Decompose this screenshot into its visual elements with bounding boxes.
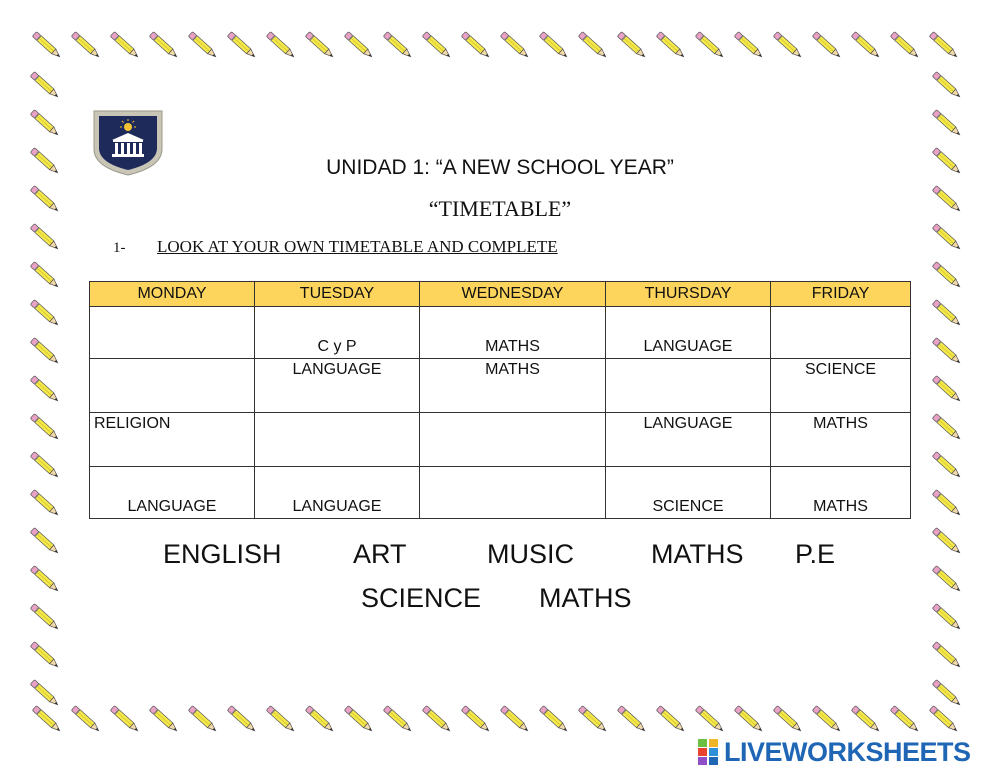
pencil-icon — [266, 706, 296, 734]
pencil-icon — [932, 604, 962, 632]
word-bank-item[interactable]: ENGLISH — [163, 539, 282, 569]
pencil-icon — [500, 32, 530, 60]
pencil-icon — [932, 300, 962, 328]
pencil-icon — [30, 224, 60, 252]
pencil-icon — [30, 338, 60, 366]
timetable-cell[interactable]: MATHS — [771, 467, 911, 519]
pencil-icon — [71, 706, 101, 734]
pencil-icon — [932, 490, 962, 518]
pencil-icon — [932, 528, 962, 556]
pencil-icon — [578, 32, 608, 60]
pencil-icon — [461, 32, 491, 60]
pencil-icon — [656, 706, 686, 734]
pencil-icon — [851, 32, 881, 60]
table-row — [90, 359, 911, 413]
pencil-icon — [30, 262, 60, 290]
pencil-icon — [30, 680, 60, 708]
day-header-thursday: THURSDAY — [606, 282, 771, 307]
timetable — [89, 281, 911, 519]
pencil-icon — [851, 706, 881, 734]
pencil-icon — [773, 32, 803, 60]
timetable-cell[interactable]: MATHS — [420, 359, 606, 413]
pencil-icon — [149, 32, 179, 60]
day-header-wednesday: WEDNESDAY — [420, 282, 606, 307]
timetable-cell[interactable]: LANGUAGE — [606, 413, 771, 467]
timetable-cell[interactable]: MATHS — [771, 413, 911, 467]
pencil-icon — [383, 706, 413, 734]
pencil-icon — [617, 706, 647, 734]
day-header-tuesday: TUESDAY — [255, 282, 420, 307]
pencil-icon — [932, 262, 962, 290]
liveworksheets-logo-icon — [697, 738, 721, 766]
instruction-text: LOOK AT YOUR OWN TIMETABLE AND COMPLETE — [157, 237, 558, 256]
pencil-icon — [422, 706, 452, 734]
pencil-icon — [890, 32, 920, 60]
liveworksheets-logo[interactable] — [697, 735, 971, 769]
pencil-icon — [383, 32, 413, 60]
timetable-cell[interactable]: LANGUAGE — [606, 307, 771, 359]
pencil-icon — [30, 642, 60, 670]
pencil-icon — [305, 706, 335, 734]
pencil-icon — [110, 706, 140, 734]
word-bank-item[interactable]: ART — [353, 539, 407, 569]
liveworksheets-logo-text: LIVEWORKSHEETS — [724, 736, 971, 767]
pencil-icon — [344, 706, 374, 734]
pencil-icon — [30, 414, 60, 442]
pencil-icon — [656, 32, 686, 60]
timetable-cell[interactable]: SCIENCE — [606, 467, 771, 519]
timetable-cell[interactable]: SCIENCE — [771, 359, 911, 413]
timetable-cell[interactable]: LANGUAGE — [255, 359, 420, 413]
timetable-cell[interactable] — [420, 413, 606, 467]
day-header-monday: MONDAY — [90, 282, 255, 307]
pencil-icon — [30, 376, 60, 404]
pencil-icon — [812, 706, 842, 734]
pencil-icon — [932, 642, 962, 670]
pencil-icon — [188, 32, 218, 60]
pencil-icon — [227, 706, 257, 734]
pencil-icon — [188, 706, 218, 734]
word-bank-item[interactable]: P.E — [795, 539, 836, 569]
pencil-icon — [929, 32, 959, 60]
word-bank-item[interactable]: SCIENCE — [361, 583, 482, 613]
pencil-icon — [539, 32, 569, 60]
pencil-icon — [932, 72, 962, 100]
pencil-icon — [773, 706, 803, 734]
timetable-cell[interactable] — [90, 359, 255, 413]
pencil-icon — [932, 414, 962, 442]
table-row — [90, 467, 911, 519]
timetable-cell[interactable] — [606, 359, 771, 413]
pencil-icon — [890, 706, 920, 734]
pencil-icon — [578, 706, 608, 734]
pencil-icon — [461, 706, 491, 734]
timetable-cell[interactable]: RELIGION — [90, 413, 255, 467]
pencil-icon — [734, 32, 764, 60]
word-bank-item[interactable]: MATHS — [651, 539, 744, 569]
pencil-icon — [539, 706, 569, 734]
pencil-icon — [30, 604, 60, 632]
day-header-friday: FRIDAY — [771, 282, 911, 307]
pencil-icon — [30, 528, 60, 556]
pencil-icon — [500, 706, 530, 734]
timetable-cell[interactable] — [90, 307, 255, 359]
timetable-cell[interactable]: C y P — [255, 307, 420, 359]
pencil-icon — [932, 338, 962, 366]
pencil-icon — [422, 32, 452, 60]
timetable-cell[interactable] — [255, 413, 420, 467]
table-row — [90, 307, 911, 359]
page-title: UNIDAD 1: “A NEW SCHOOL YEAR” — [326, 156, 674, 179]
pencil-icon — [30, 452, 60, 480]
pencil-icon — [266, 32, 296, 60]
pencil-icon — [110, 32, 140, 60]
timetable-header-row — [90, 282, 911, 307]
table-row — [90, 413, 911, 467]
pencil-icon — [929, 706, 959, 734]
pencil-icon — [344, 32, 374, 60]
pencil-icon — [30, 566, 60, 594]
pencil-icon — [32, 32, 62, 60]
timetable-cell[interactable] — [771, 307, 911, 359]
word-bank-item[interactable]: MATHS — [539, 583, 632, 613]
pencil-icon — [227, 32, 257, 60]
timetable-cell[interactable]: LANGUAGE — [90, 467, 255, 519]
page-subtitle: “TIMETABLE” — [428, 196, 572, 221]
pencil-icon — [30, 490, 60, 518]
pencil-icon — [812, 32, 842, 60]
word-bank-item[interactable]: MUSIC — [487, 539, 574, 569]
pencil-icon — [932, 224, 962, 252]
pencil-icon — [734, 706, 764, 734]
instruction-number: 1- — [113, 240, 126, 256]
pencil-icon — [32, 706, 62, 734]
pencil-icon — [149, 706, 179, 734]
pencil-icon — [30, 110, 60, 138]
pencil-icon — [30, 72, 60, 100]
pencil-icon — [305, 32, 335, 60]
pencil-icon — [695, 32, 725, 60]
pencil-icon — [695, 706, 725, 734]
pencil-icon — [932, 110, 962, 138]
pencil-icon — [617, 32, 647, 60]
pencil-icon — [932, 376, 962, 404]
pencil-icon — [71, 32, 101, 60]
timetable-cell[interactable]: LANGUAGE — [255, 467, 420, 519]
timetable-cell[interactable] — [420, 467, 606, 519]
pencil-icon — [932, 566, 962, 594]
pencil-icon — [932, 452, 962, 480]
pencil-icon — [932, 680, 962, 708]
pencil-icon — [30, 300, 60, 328]
timetable-cell[interactable]: MATHS — [420, 307, 606, 359]
